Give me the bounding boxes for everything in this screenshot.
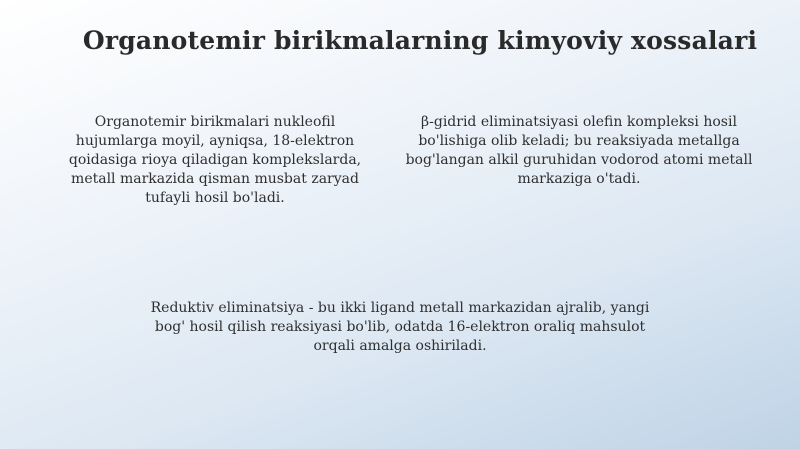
paragraph-nucleophilic-attack: Organotemir birikmalari nukleofil hujumlarga moyil, ayniqsa, 18-elektron qoidasiga rioya qiladigan komplekslarda, metall markazida qisman musbat zaryad tufayli hosil bo'ladi. <box>68 114 362 206</box>
paragraph-beta-hydride-elimination: β-gidrid eliminatsiyasi olefin kompleksi hosil bo'lishiga olib keladi; bu reaksiyada metallga bog'langan alkil guruhidan vodorod atomi metall markaziga o'tadi. <box>405 114 753 187</box>
slide-title: Organotemir birikmalarning kimyoviy xossalari <box>82 26 758 55</box>
paragraph-reductive-elimination: Reduktiv eliminatsiya - bu ikki ligand metall markazidan ajralib, yangi bog' hosil qilish reaksiyasi bo'lib, odatda 16-elektron oraliq mahsulot orqali amalga oshiriladi. <box>150 300 650 354</box>
